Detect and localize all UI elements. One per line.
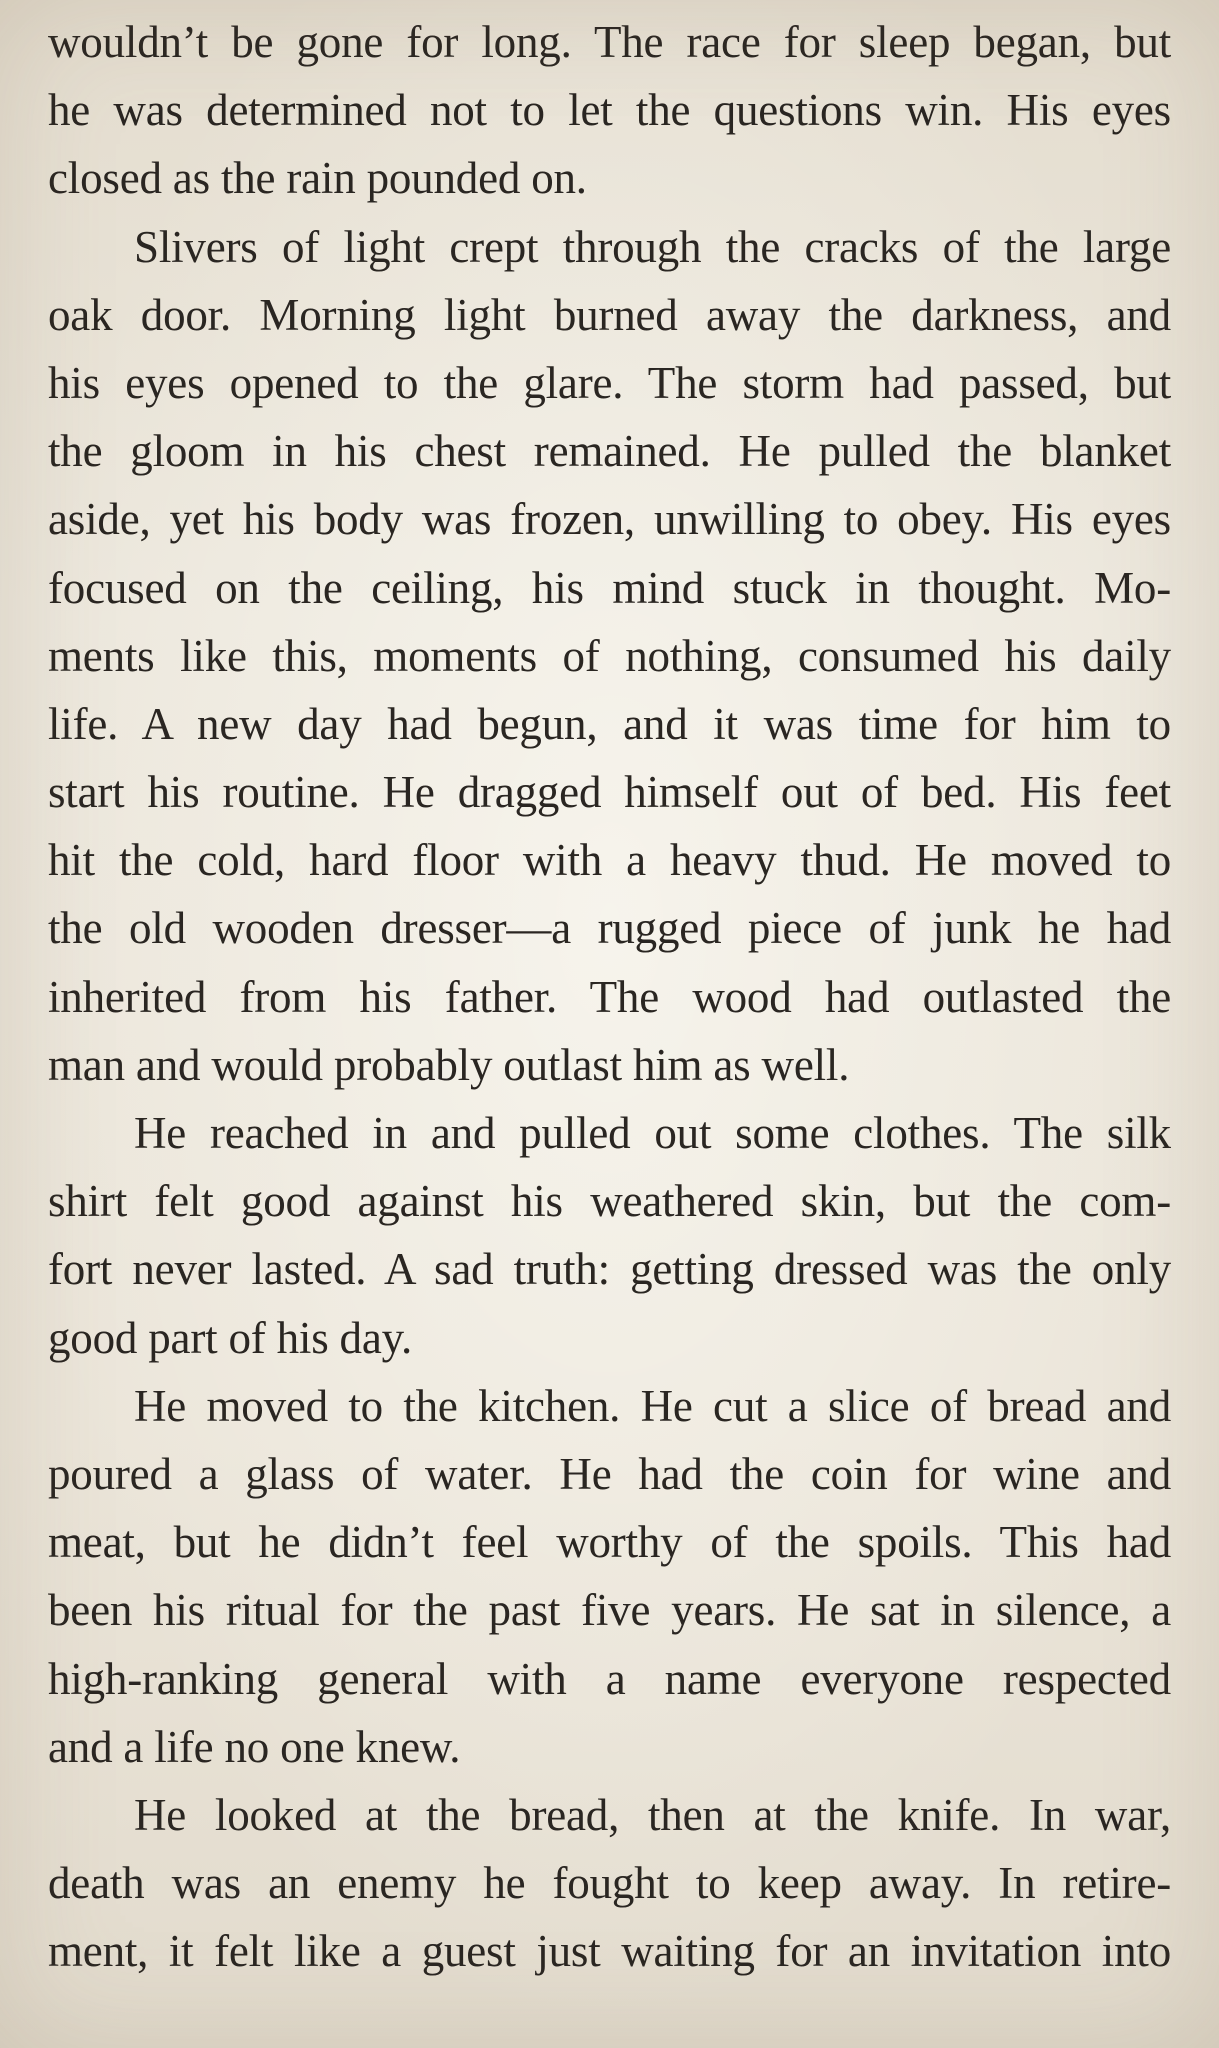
page-body-text xyxy=(48,8,1171,1985)
text-line: and a life no one knew. xyxy=(48,1721,461,1772)
text-line: death was an enemy he fought to keep away. In retire- xyxy=(48,1858,1171,1909)
text-line: the gloom in his chest remained. He pulled the blanket xyxy=(48,426,1171,477)
text-line: He moved to the kitchen. He cut a slice of bread and xyxy=(134,1380,1171,1431)
text-line: fort never lasted. A sad truth: getting dressed was the only xyxy=(48,1244,1171,1295)
text-line: poured a glass of water. He had the coin for wine and xyxy=(48,1448,1171,1499)
text-line: hit the cold, hard floor with a heavy thud. He moved to xyxy=(48,835,1171,886)
text-line: He looked at the bread, then at the knife. In war, xyxy=(134,1789,1171,1840)
text-line: good part of his day. xyxy=(48,1312,413,1363)
text-line: ments like this, moments of nothing, consumed his daily xyxy=(48,630,1171,681)
text-line: closed as the rain pounded on. xyxy=(48,153,587,204)
text-line: meat, but he didn’t feel worthy of the spoils. This had xyxy=(48,1517,1171,1568)
text-line: focused on the ceiling, his mind stuck in thought. Mo- xyxy=(48,562,1171,613)
text-line: been his ritual for the past five years. He sat in silence, a xyxy=(48,1585,1171,1636)
text-line: life. A new day had begun, and it was time for him to xyxy=(48,698,1171,749)
text-line: ment, it felt like a guest just waiting for an invitation into xyxy=(48,1926,1171,1977)
text-line: he was determined not to let the questions win. His eyes xyxy=(48,85,1171,136)
text-line: the old wooden dresser—a rugged piece of junk he had xyxy=(48,903,1171,954)
text-line: He reached in and pulled out some clothes. The silk xyxy=(134,1108,1171,1158)
text-line: Slivers of light crept through the cracks of the large xyxy=(134,221,1171,272)
text-line: wouldn’t be gone for long. The race for sleep began, but xyxy=(48,17,1171,67)
text-line: shirt felt good against his weathered skin, but the com- xyxy=(48,1176,1171,1227)
text-line: start his routine. He dragged himself out of bed. His feet xyxy=(48,767,1171,818)
text-line: oak door. Morning light burned away the darkness, and xyxy=(48,289,1171,340)
text-line: inherited from his father. The wood had outlasted the xyxy=(48,971,1171,1022)
text-line: man and would probably outlast him as well. xyxy=(48,1039,850,1090)
text-line: high-ranking general with a name everyone respected xyxy=(48,1653,1171,1704)
text-line: his eyes opened to the glare. The storm had passed, but xyxy=(48,357,1171,408)
text-line: aside, yet his body was frozen, unwilling to obey. His eyes xyxy=(48,494,1171,545)
